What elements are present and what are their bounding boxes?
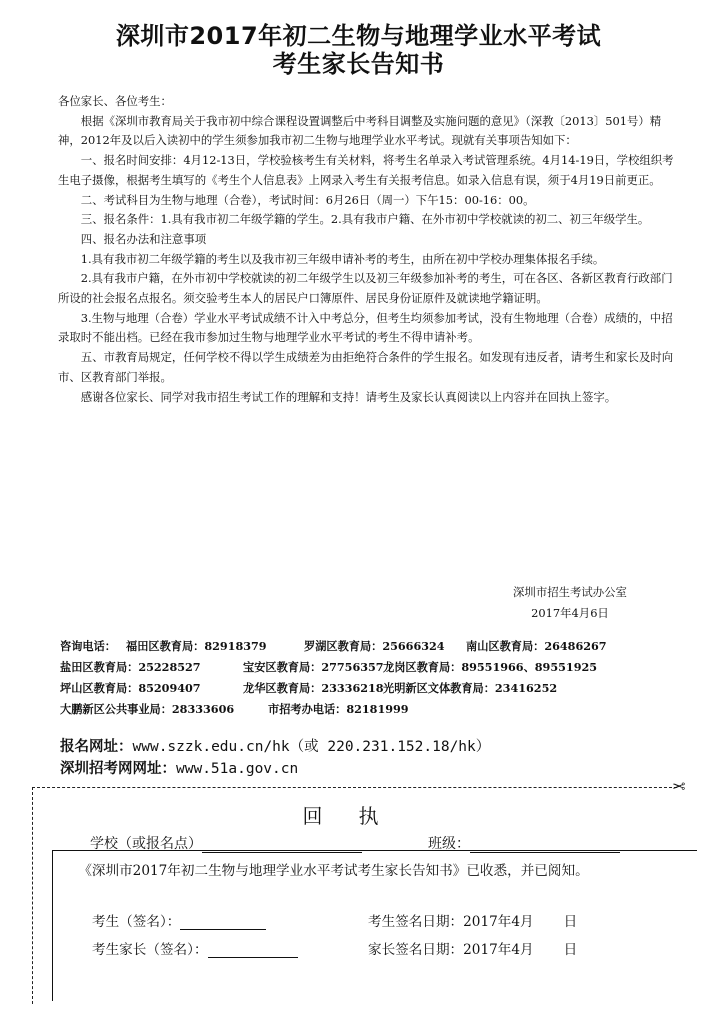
contact-entry: 南山区教育局：26486267 (466, 639, 607, 653)
contact-entry: 大鹏新区公共事业局：28333606 (60, 702, 235, 716)
issuer-signature (470, 582, 670, 624)
paragraph-method-1: 1.具有我市初二年级学籍的考生以及我市初三年级申请补考的考生，由所在初中学校办理集体报名手续。 (80, 251, 605, 266)
paragraph-methods-heading: 四、报名办法和注意事项 (80, 231, 207, 246)
portal-url[interactable]: www.51a.gov.cn (176, 761, 299, 777)
contact-entry: 福田区教育局：82918379 (126, 639, 267, 653)
contact-entry: 宝安区教育局：27756357 (243, 660, 384, 674)
contact-entry: 盐田区教育局：25228527 (60, 660, 201, 674)
parent-sign-field[interactable] (208, 941, 298, 958)
issuer-office: 深圳市招生考试办公室 (513, 585, 627, 599)
paragraph-exam-subject: 二、考试科目为生物与地理（合卷），考试时间：6月26日（周一）下午15：00-16：00。 (80, 192, 535, 207)
paragraph-intro: 根据《深圳市教育局关于我市初中综合课程设置调整后中考科目调整及实施问题的意见》（深教〔2013〕501号）精神，2012年及以后入读初中的学生须参加我市初二生物与地理学业水平考试。现就有关事项告知如下： (58, 113, 662, 148)
contact-row (60, 636, 697, 657)
contact-row: 咨询电话： (60, 639, 116, 653)
greeting: 各位家长、各位考生： (58, 94, 172, 108)
signup-url-label: 报名网址： (60, 739, 133, 755)
paragraph-conditions: 三、报名条件：1.具有我市初二年级学籍的学生。2.具有我市户籍、在外市初中学校就读的初二、初三年级学生。 (80, 212, 650, 227)
receipt-title: 回执 (302, 804, 415, 828)
cut-line (32, 787, 677, 788)
parent-date-day: 日 (563, 942, 578, 958)
contact-entry: 龙华区教育局：23336218 (243, 681, 384, 695)
contact-row (60, 657, 697, 678)
contact-entry: 龙岗区教育局：89551966、89551925 (383, 660, 598, 674)
parent-sign-label: 考生家长（签名）： (92, 942, 208, 958)
contact-entry: 市招考办电话：82181999 (268, 702, 409, 716)
title-line-2: 考生家长告知书 (272, 50, 445, 78)
contact-entry: 光明新区文体教育局：23416252 (383, 681, 558, 695)
paragraph-registration-time: 一、报名时间安排：4月12-13日，学校验核考生有关材料，将考生名单录入考试管理系统。4月14-19日，学校组织考生电子摄像，根据考生填写的《考生个人信息表》上网录入考生有关报考信息。如录入信息有误，须于4月19日前更正。 (58, 153, 674, 187)
document-title (40, 22, 677, 78)
paragraph-rule: 五、市教育局规定，任何学校不得以学生成绩差为由拒绝符合条件的学生报名。如发现有违反者，请考生和家长及时向市、区教育部门举报。 (58, 350, 674, 384)
school-label: 学校（或报名点） (90, 836, 202, 852)
signup-url[interactable]: www.szzk.edu.cn/hk（或 220.231.152.18/hk） (132, 739, 491, 755)
contact-entry: 坪山区教育局：85209407 (60, 681, 201, 695)
student-sign-label: 考生（签名）： (92, 914, 181, 930)
scissors-icon: ✂ (671, 777, 685, 796)
paragraph-thanks: 感谢各位家长、同学对我市招生考试工作的理解和支持！请考生及家长认真阅读以上内容并在回执上签字。 (80, 389, 617, 404)
contact-row (60, 699, 697, 720)
parent-signature-row (92, 938, 298, 958)
class-label: 班级： (428, 836, 470, 852)
notice-body (58, 92, 677, 407)
contact-entry: 罗湖区教育局：25666324 (304, 639, 445, 653)
student-sign-field[interactable] (180, 913, 266, 930)
student-signature-row (92, 910, 266, 930)
contact-row (60, 678, 697, 699)
parent-date-row (368, 938, 577, 958)
title-line-1: 深圳市2017年初二生物与地理学业水平考试 (115, 22, 602, 50)
paragraph-method-3: 3.生物与地理（合卷）学业水平考试成绩不计入中考总分，但考生均须参加考试，没有生物地理（合卷）成绩的，中招录取时不能出档。已经在我市参加过生物与地理学业水平考试的考生不得申请补考。 (58, 310, 673, 345)
contact-list (60, 636, 697, 720)
student-date-label: 考生签名日期：2017年4月 (368, 914, 534, 930)
paragraph-method-2: 2.具有我市户籍，在外市初中学校就读的初二年级学生以及初三年级参加补考的考生，可在各区、各新区教育行政部门所设的社会报名点报名。须交验考生本人的居民户口簿原件、居民身份证原件及就读地学籍证明。 (58, 271, 673, 306)
student-date-row (368, 910, 577, 930)
issue-date: 2017年4月6日 (531, 606, 609, 620)
student-date-day: 日 (563, 914, 578, 930)
parent-date-label: 家长签名日期：2017年4月 (368, 942, 534, 958)
portal-url-label: 深圳招考网网址： (60, 761, 176, 777)
website-info (60, 736, 677, 780)
acknowledgement-text: 《深圳市2017年初二生物与地理学业水平考试考生家长告知书》已收悉，并已阅知。 (78, 863, 589, 879)
